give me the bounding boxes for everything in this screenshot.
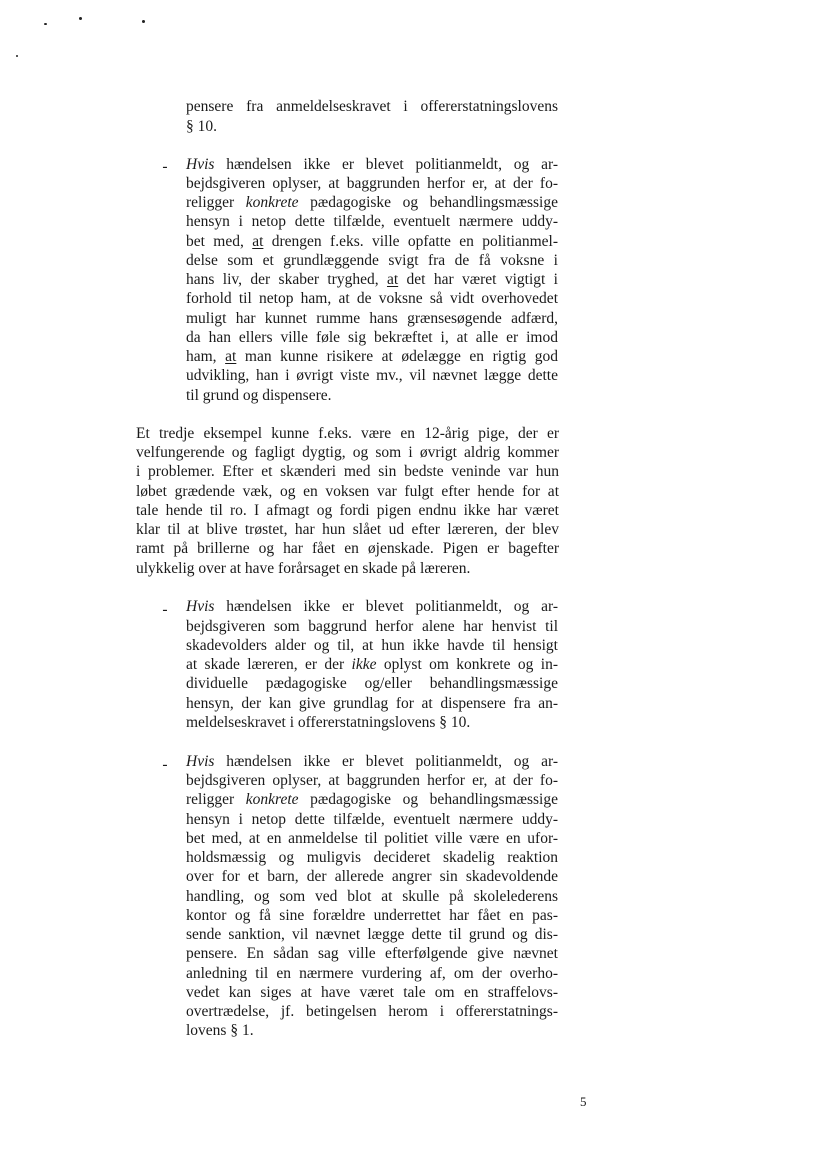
text-line: Et tredje eksempel kunne f.eks. være en 12-årig pige, der er (136, 425, 559, 442)
scan-speck (79, 17, 82, 20)
text-line: lovens § 1. (186, 1022, 254, 1039)
text-line: løbet grædende væk, og en voksen var fulgt efter hende for at (136, 483, 559, 500)
text-line: hensyn, der kan give grundlag for at dispensere fra an- (186, 695, 558, 712)
text-line: muligt har kunnet rumme hans grænsesøgende adfærd, (186, 310, 558, 327)
text-line: udvikling, han i øvrigt viste mv., vil nævnet lægge dette (186, 367, 558, 384)
text-line: meldelseskravet i offererstatningslovens § 10. (186, 714, 471, 731)
text-line: bejdsgiveren som baggrund herfor alene har henvist til (186, 618, 558, 635)
text-line: hans liv, der skaber tryghed, at det har været vigtigt i (186, 271, 558, 288)
text-line: bejdsgiveren oplyser, at baggrunden herfor er, at der fo- (186, 175, 558, 192)
text-line: sende sanktion, vil nævnet lægge dette til grund og dis- (186, 926, 558, 943)
text-line: vedet kan siges at have været tale om en straffelovs- (186, 984, 558, 1001)
text-line: Hvis hændelsen ikke er blevet politianmeldt, og ar- (186, 753, 558, 770)
text-line: bet med, at drengen f.eks. ville opfatte en politianmel- (186, 233, 559, 250)
text-line: hensyn i netop dette tilfælde, eventuelt nærmere uddy- (186, 811, 558, 828)
text-line: ham, at man kunne risikere at ødelægge en rigtig god (186, 348, 559, 365)
text-line: klar til at blive trøstet, har hun slået ud efter læreren, der blev (136, 521, 559, 538)
text-line: § 10. (186, 118, 217, 135)
text-line: til grund og dispensere. (186, 387, 332, 404)
text-line: kontor og få sine forældre underrettet har fået en pas- (186, 907, 558, 924)
bullet-dash: - (162, 158, 168, 175)
text-line: da han ellers ville føle sig bekræftet i, at alle er imod (186, 329, 558, 346)
text-line: over for et barn, der allerede angrer sin skadevoldende (186, 868, 558, 885)
text-line: velfungerende og fagligt dygtig, og som i øvrigt aldrig kommer (136, 444, 559, 461)
scan-speck (142, 20, 145, 23)
text-line: tale hende til ro. I afmagt og fordi pigen endnu ikke har været (136, 502, 559, 519)
text-line: anledning til en nærmere vurdering af, om der overho- (186, 965, 558, 982)
scan-speck (44, 23, 47, 25)
text-line: i problemer. Efter et skænderi med sin bedste veninde var hun (136, 463, 559, 480)
text-line: bet med, at en anmeldelse til politiet ville være en ufor- (186, 830, 558, 847)
text-line: at skade læreren, er der ikke oplyst om konkrete og in- (186, 656, 558, 673)
text-line: ulykkelig over at have forårsaget en skade på læreren. (136, 560, 471, 577)
bullet-dash: - (162, 756, 168, 773)
text-line: religger konkrete pædagogiske og behandlingsmæssige (186, 791, 558, 808)
text-line: ramt på brillerne og har fået en øjenskade. Pigen er bagefter (136, 540, 559, 557)
text-line: skadevolders alder og til, at hun ikke havde til hensigt (186, 637, 558, 654)
text-line: overtrædelse, jf. betingelsen herom i offererstatnings- (186, 1003, 558, 1020)
text-line: dividuelle pædagogiske og/eller behandlingsmæssige (186, 675, 558, 692)
text-line: handling, og som ved blot at skulle på skolelederens (186, 888, 558, 905)
text-line: pensere fra anmeldelseskravet i offererstatningslovens (186, 98, 558, 115)
text-line: hensyn i netop dette tilfælde, eventuelt nærmere uddy- (186, 213, 558, 230)
text-line: religger konkrete pædagogiske og behandlingsmæssige (186, 194, 558, 211)
text-line: delse som et grundlæggende svigt fra de få voksne i (186, 252, 558, 269)
bullet-dash: - (162, 601, 168, 618)
text-line: holdsmæssig og muligvis decideret skadelig reaktion (186, 849, 558, 866)
text-line: Hvis hændelsen ikke er blevet politianmeldt, og ar- (186, 598, 558, 615)
scan-speck (16, 55, 18, 57)
text-line: pensere. En sådan sag ville efterfølgende give nævnet (186, 945, 558, 962)
page-number: 5 (580, 1094, 587, 1109)
text-line: forhold til netop ham, at de voksne så vidt overhovedet (186, 290, 558, 307)
text-line: Hvis hændelsen ikke er blevet politianmeldt, og ar- (186, 156, 558, 173)
text-line: bejdsgiveren oplyser, at baggrunden herfor er, at der fo- (186, 772, 558, 789)
